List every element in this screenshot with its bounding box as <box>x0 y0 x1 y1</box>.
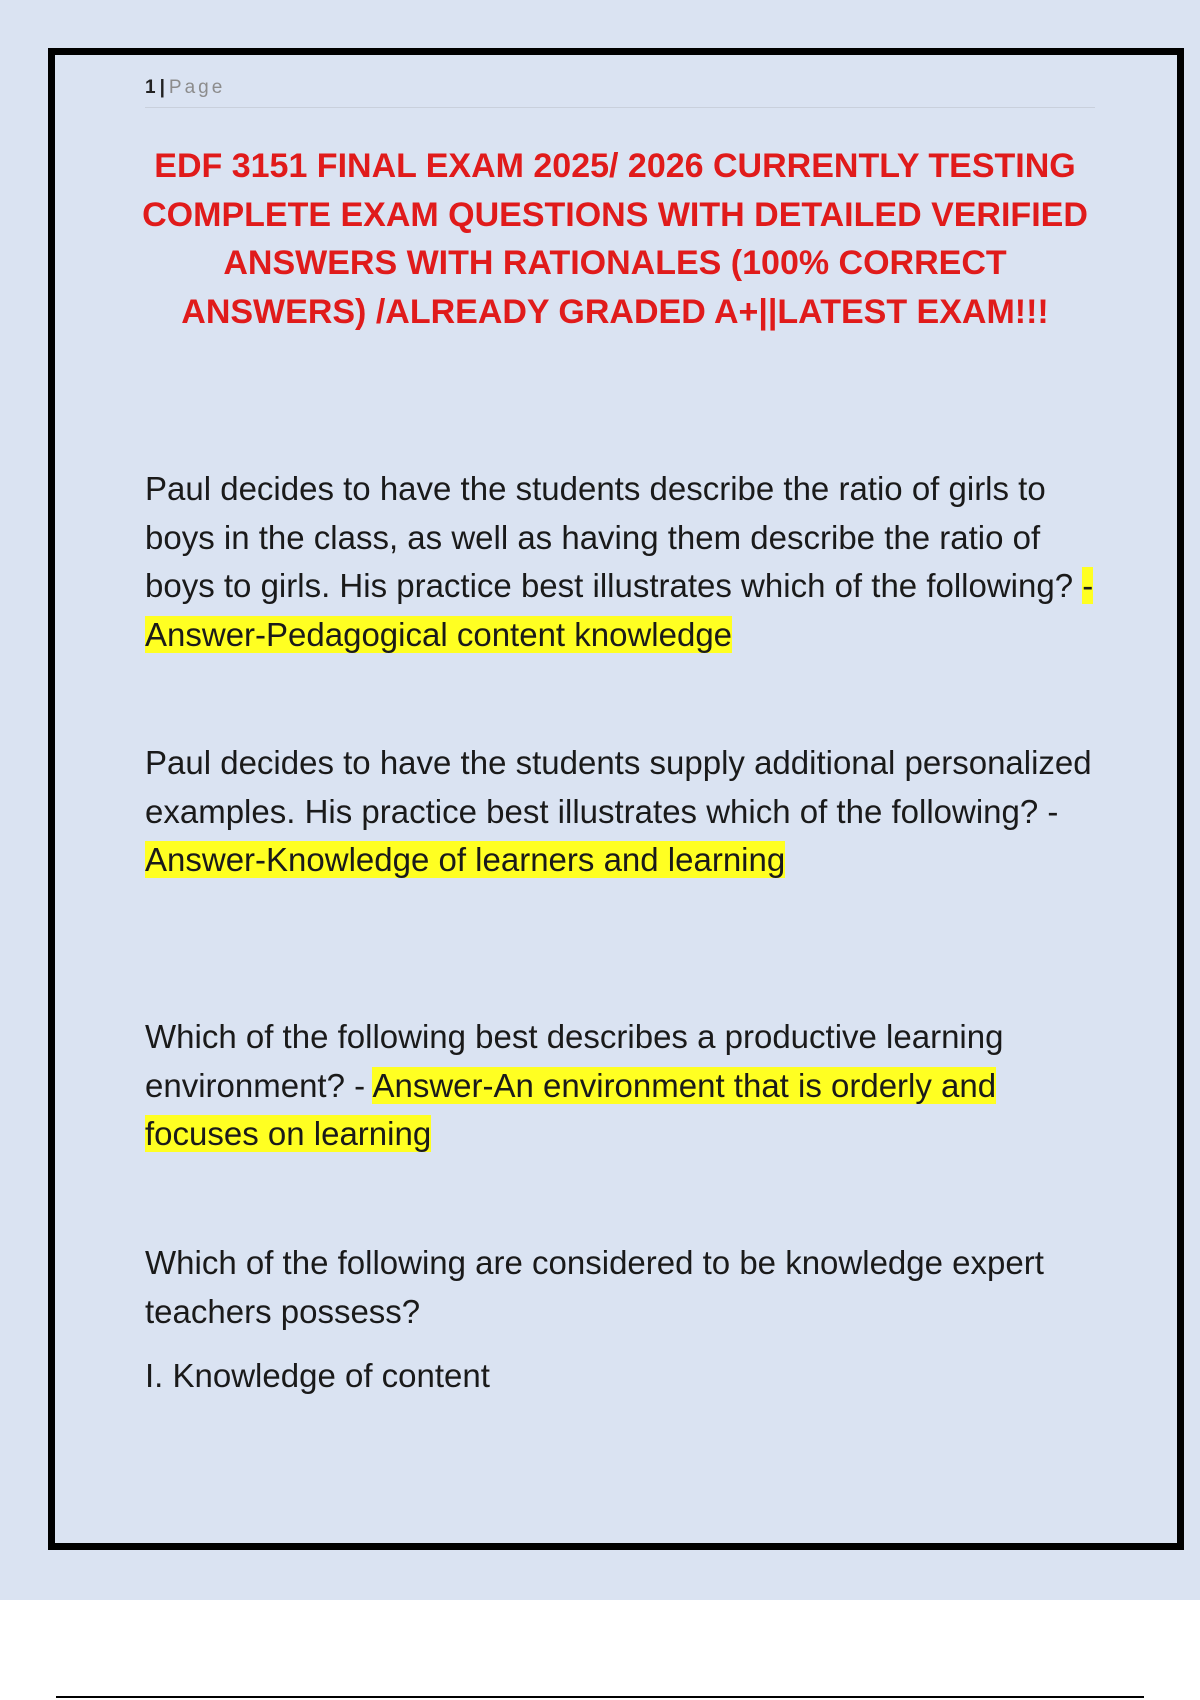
question-text: Which of the following are considered to be knowledge expert teachers possess? <box>145 1244 1044 1330</box>
page-separator: | <box>159 77 165 98</box>
list-item: I. Knowledge of content <box>145 1357 490 1394</box>
question-block-1 <box>145 465 1105 659</box>
page-header <box>145 76 1095 108</box>
next-page-rule <box>56 1696 1144 1698</box>
highlighted-answer: Answer-Knowledge of learners and learning <box>145 841 786 878</box>
highlighted-answer: Answer-An environment that is orderly and focuses on learning <box>145 1066 997 1152</box>
document-title: EDF 3151 FINAL EXAM 2025/ 2026 CURRENTLY TESTING COMPLETE EXAM QUESTIONS WITH DETAILED VERIFIED ANSWERS WITH RATIONALES (100% CORRECT ANSWERS) /ALREADY GRADED A+||LATEST EXAM!!! <box>142 147 1088 331</box>
question-text: Paul decides to have the students supply additional personalized examples. His practice best illustrates which of the following? - <box>145 744 1092 830</box>
highlighted-answer: - Answer-Pedagogical content knowledge <box>145 567 1094 653</box>
question-text: Paul decides to have the students describe the ratio of girls to boys in the class, as well as having them describe the ratio of boys to girls. His practice best illustrates which of the following? <box>145 470 1083 604</box>
question-block-2 <box>145 739 1105 885</box>
question-text: Which of the following best describes a productive learning environment? - <box>145 1018 1004 1104</box>
question-block-4 <box>145 1239 1105 1336</box>
page-number: 1 <box>145 77 156 98</box>
question-block-3 <box>145 1013 1105 1159</box>
page-label: Page <box>168 77 226 98</box>
